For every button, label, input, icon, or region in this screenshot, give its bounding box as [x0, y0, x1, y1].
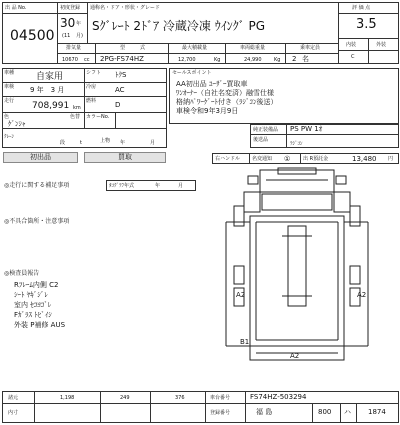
chassis-label: 車台番号	[210, 395, 231, 401]
capacity-unit: 名	[302, 55, 309, 63]
sales-point-label: セールスポイント	[172, 70, 212, 76]
capacity: 2	[292, 55, 297, 63]
first-registration-year: 30	[60, 16, 76, 30]
buyout-tag: 買取	[84, 152, 166, 163]
mileage-unit: km	[73, 105, 81, 111]
upper-month-label: 月	[150, 140, 156, 146]
rear-delivery-note: ﾗｼﾞｺﾝ	[290, 141, 303, 147]
displacement: 10670	[62, 57, 78, 63]
plate-number: 1874	[368, 408, 386, 416]
dimension-height: 376	[175, 395, 185, 401]
defects-heading: ◎不具合箇所・注意事項	[4, 218, 70, 225]
dimension-width: 249	[120, 395, 130, 401]
name-change-mark: ①	[284, 155, 291, 163]
first-registration-month-unit: 月)	[76, 33, 83, 39]
first-registration-year-unit: 年	[76, 21, 82, 27]
interior-grade: C	[351, 54, 355, 60]
tachograph-month: 月	[178, 183, 184, 189]
sales-point-line: 格納ﾊﾟﾜｰｹﾞｰﾄ付き（ﾗｼﾞｺﾝ後送）	[176, 98, 278, 106]
upper-body-label: 上物	[100, 138, 111, 144]
color-change-label: 色替	[70, 114, 81, 120]
damage-mark: A2	[236, 291, 246, 299]
inspector-line: 外装 P補修 AUS	[14, 321, 66, 329]
max-load-unit: Kg	[214, 57, 221, 63]
damage-mark: A2	[290, 352, 300, 360]
shift: ﾄｸS	[115, 71, 127, 79]
recycle-label: 出 R預託金	[303, 156, 329, 162]
model-label: 型 式	[120, 45, 146, 51]
sales-point-line: ﾜﾝｵｰﾅｰ（自社名変済）融雪仕様	[176, 89, 274, 97]
rear-delivery-label: 後送品	[253, 137, 269, 143]
plate-kana: ハ	[344, 408, 351, 416]
steering-label: 右ハンドル	[215, 156, 241, 162]
mileage-note-heading: ◎走行に関する補足事項	[4, 182, 70, 189]
crane-label: ｸﾚｰﾝ	[4, 134, 15, 140]
mileage: 708,991	[32, 101, 70, 111]
displacement-unit: cc	[84, 57, 90, 63]
interior-dimensions-label: 内寸	[8, 410, 19, 416]
first-registration-month: (11	[62, 33, 71, 39]
truck-diagram	[222, 166, 372, 364]
ac-label: 冷房	[86, 84, 97, 90]
tachograph-year: 年	[155, 183, 161, 189]
model: 2PG-FS74HZ	[100, 55, 144, 63]
crane-unit-ton: t	[80, 140, 82, 146]
score-label: 評 価 点	[352, 5, 371, 11]
inspector-line: Fｶﾞﾗｽ ﾄﾋﾞｲｼ	[14, 311, 52, 319]
color: ｹﾞﾝｼｬ	[8, 120, 26, 128]
sales-point-line: 車検令和9年3月9日	[176, 107, 239, 115]
fuel-label: 燃料	[86, 98, 97, 104]
damage-mark: A2	[357, 291, 367, 299]
inspector-line: 室内 ｾｺﾖｺﾞﾚ	[14, 301, 52, 309]
first-listing-tag: 初出品	[3, 152, 78, 163]
equipment-value: PS PW 1ｵ	[290, 125, 323, 133]
lot-number: 04500	[10, 28, 55, 44]
shift-label: シフト	[86, 70, 102, 76]
sales-point-line: AA初出品 ﾕｰｻﾞｰ買取車	[176, 80, 248, 88]
inspector-line: Rﾌﾚｰﾑ内側 C2	[14, 281, 59, 289]
ac: AC	[115, 86, 125, 94]
name-change-label: 名変通知	[252, 156, 273, 162]
damage-mark: B1	[240, 338, 250, 346]
max-load: 12,700	[178, 57, 196, 63]
exterior-label: 外装	[376, 42, 387, 48]
upper-year-label: 年	[120, 140, 126, 146]
plate-class: 800	[318, 408, 332, 416]
color-type-label: 色	[4, 114, 10, 120]
recycle-fee: 13,480	[352, 155, 377, 163]
vehicle-name-caption: 通称名・ドア・形状・グレード	[90, 5, 160, 11]
inspector-line: ｼｰﾄ ﾔｷﾞｼﾞﾚ	[14, 291, 48, 299]
dimension-length: 1,198	[60, 395, 75, 401]
crane-unit-stage: 段	[60, 140, 66, 146]
interior-label: 内装	[346, 42, 357, 48]
color-code-label: カラーNo.	[86, 114, 110, 120]
inspection: 9 年 3 月	[30, 86, 65, 94]
displacement-label: 排気量	[66, 45, 82, 51]
plate-region: 福 島	[256, 408, 273, 416]
chassis-number: FS74HZ-503294	[250, 393, 307, 401]
gross-weight-label: 車両総重量	[240, 45, 266, 51]
score: 3.5	[356, 17, 377, 32]
plate-label: 登録番号	[210, 410, 231, 416]
inspection-label: 車検	[4, 84, 15, 90]
category-label: 車種	[4, 70, 15, 76]
tachograph-label: ﾀｺｸﾞﾗﾌ年式	[109, 183, 135, 189]
fuel: D	[115, 101, 121, 109]
inspector-heading: ◎検査員報告	[4, 270, 40, 277]
recycle-unit: 円	[388, 156, 394, 162]
vehicle-name: Sｸﾞﾚｰﾄ 2ﾄﾞｱ 冷蔵冷凍 ｳｲﾝｸﾞ PG	[92, 19, 266, 33]
category: 自家用	[36, 72, 64, 82]
equipment-label: 純正装備品	[253, 127, 279, 133]
mileage-label: 走行	[4, 98, 15, 104]
first-registration-label: 初度登録	[60, 5, 81, 11]
lot-label: 出 品 No.	[5, 5, 27, 11]
dimensions-label: 諸元	[8, 395, 19, 401]
gross-weight: 24,990	[244, 57, 262, 63]
gross-weight-unit: Kg	[274, 57, 281, 63]
capacity-label: 乗車定員	[300, 45, 321, 51]
max-load-label: 最大積載量	[182, 45, 208, 51]
